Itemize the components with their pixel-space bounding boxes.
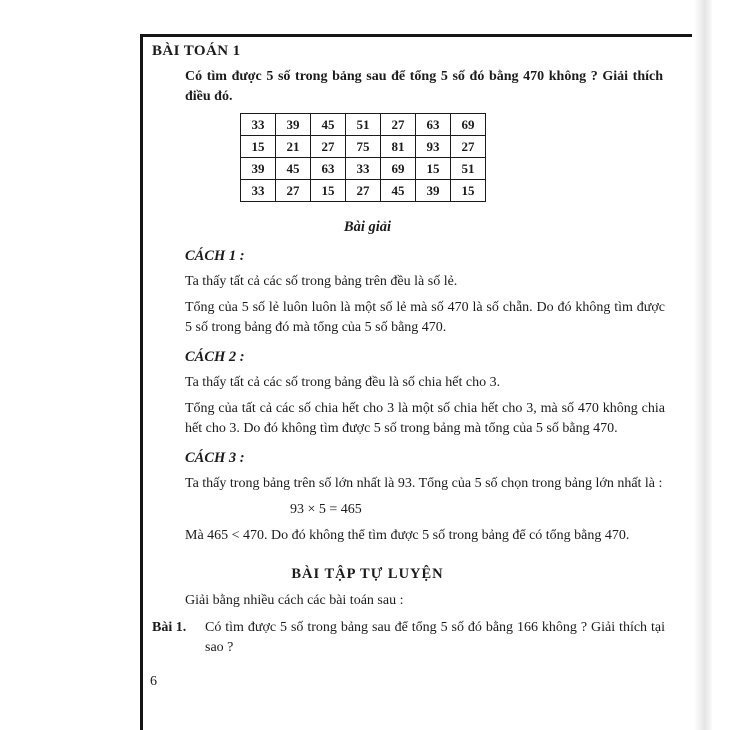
method-1-paragraph-2: Tổng của 5 số lẻ luôn luôn là một số lẻ mà số 470 là số chẵn. Do đó không tìm được 5 số trong bảng đó mà tổng của 5 số bằng 470. xyxy=(185,300,665,335)
page-number: 6 xyxy=(150,674,157,689)
table-cell: 33 xyxy=(241,114,276,136)
method-1-paragraph-1: Ta thấy tất cả các số trong bảng trên đều là số lẻ. xyxy=(185,274,458,289)
table-cell: 21 xyxy=(276,136,311,158)
number-table xyxy=(240,113,486,202)
exercises-heading: BÀI TẬP TỰ LUYỆN xyxy=(291,566,444,582)
table-row xyxy=(241,158,486,180)
method-3-paragraph-1: Ta thấy trong bảng trên số lớn nhất là 93. Tổng của 5 số chọn trong bảng lớn nhất là : xyxy=(185,476,663,491)
page-border-top xyxy=(140,34,692,37)
table-cell: 27 xyxy=(346,180,381,202)
table-cell: 39 xyxy=(416,180,451,202)
table-cell: 15 xyxy=(241,136,276,158)
table-cell: 75 xyxy=(346,136,381,158)
method-2-paragraph-2: Tổng của tất cả các số chia hết cho 3 là một số chia hết cho 3, mà số 470 không chia hết cho 3. Do đó không tìm được 5 số trong bảng mà tổng của 5 số bằng 470. xyxy=(185,401,665,436)
page-border-left xyxy=(140,34,143,730)
table-cell: 63 xyxy=(311,158,346,180)
table-row xyxy=(241,180,486,202)
exercises-intro: Giải bằng nhiều cách các bài toán sau : xyxy=(185,593,404,608)
table-cell: 33 xyxy=(241,180,276,202)
table-cell: 15 xyxy=(416,158,451,180)
table-cell: 69 xyxy=(451,114,486,136)
solution-heading: Bài giải xyxy=(343,219,392,235)
problem-title: BÀI TOÁN 1 xyxy=(152,43,241,59)
exercise-label: Bài 1. xyxy=(152,620,187,635)
table-row xyxy=(241,136,486,158)
table-cell: 27 xyxy=(451,136,486,158)
table-cell: 93 xyxy=(416,136,451,158)
method-3-label: CÁCH 3 : xyxy=(185,450,245,466)
table-cell: 63 xyxy=(416,114,451,136)
equation: 93 × 5 = 465 xyxy=(290,502,362,517)
page-edge-shadow xyxy=(694,0,712,730)
table-cell: 45 xyxy=(311,114,346,136)
table-cell: 51 xyxy=(346,114,381,136)
table-cell: 27 xyxy=(311,136,346,158)
table-cell: 51 xyxy=(451,158,486,180)
table-cell: 69 xyxy=(381,158,416,180)
table-cell: 81 xyxy=(381,136,416,158)
table-cell: 27 xyxy=(381,114,416,136)
method-2-label: CÁCH 2 : xyxy=(185,349,245,365)
method-3-conclusion: Mà 465 < 470. Do đó không thể tìm được 5 số trong bảng để có tổng bằng 470. xyxy=(185,528,630,543)
page-content xyxy=(152,42,672,658)
table-cell: 39 xyxy=(276,114,311,136)
table-cell: 15 xyxy=(311,180,346,202)
method-2-paragraph-1: Ta thấy tất cả các số trong bảng đều là số chia hết cho 3. xyxy=(185,375,501,390)
method-1-label: CÁCH 1 : xyxy=(185,248,245,264)
table-cell: 15 xyxy=(451,180,486,202)
table-cell: 27 xyxy=(276,180,311,202)
table-row xyxy=(241,114,486,136)
table-cell: 33 xyxy=(346,158,381,180)
exercise-item xyxy=(152,618,665,658)
table-cell: 45 xyxy=(381,180,416,202)
exercise-text: Có tìm được 5 số trong bảng sau để tổng 5 số đó bằng 166 không ? Giải thích tại sao ? xyxy=(205,620,665,655)
table-cell: 39 xyxy=(241,158,276,180)
problem-statement: Có tìm được 5 số trong bảng sau để tổng 5 số đó bằng 470 không ? Giải thích điều đó. xyxy=(185,69,663,104)
table-cell: 45 xyxy=(276,158,311,180)
